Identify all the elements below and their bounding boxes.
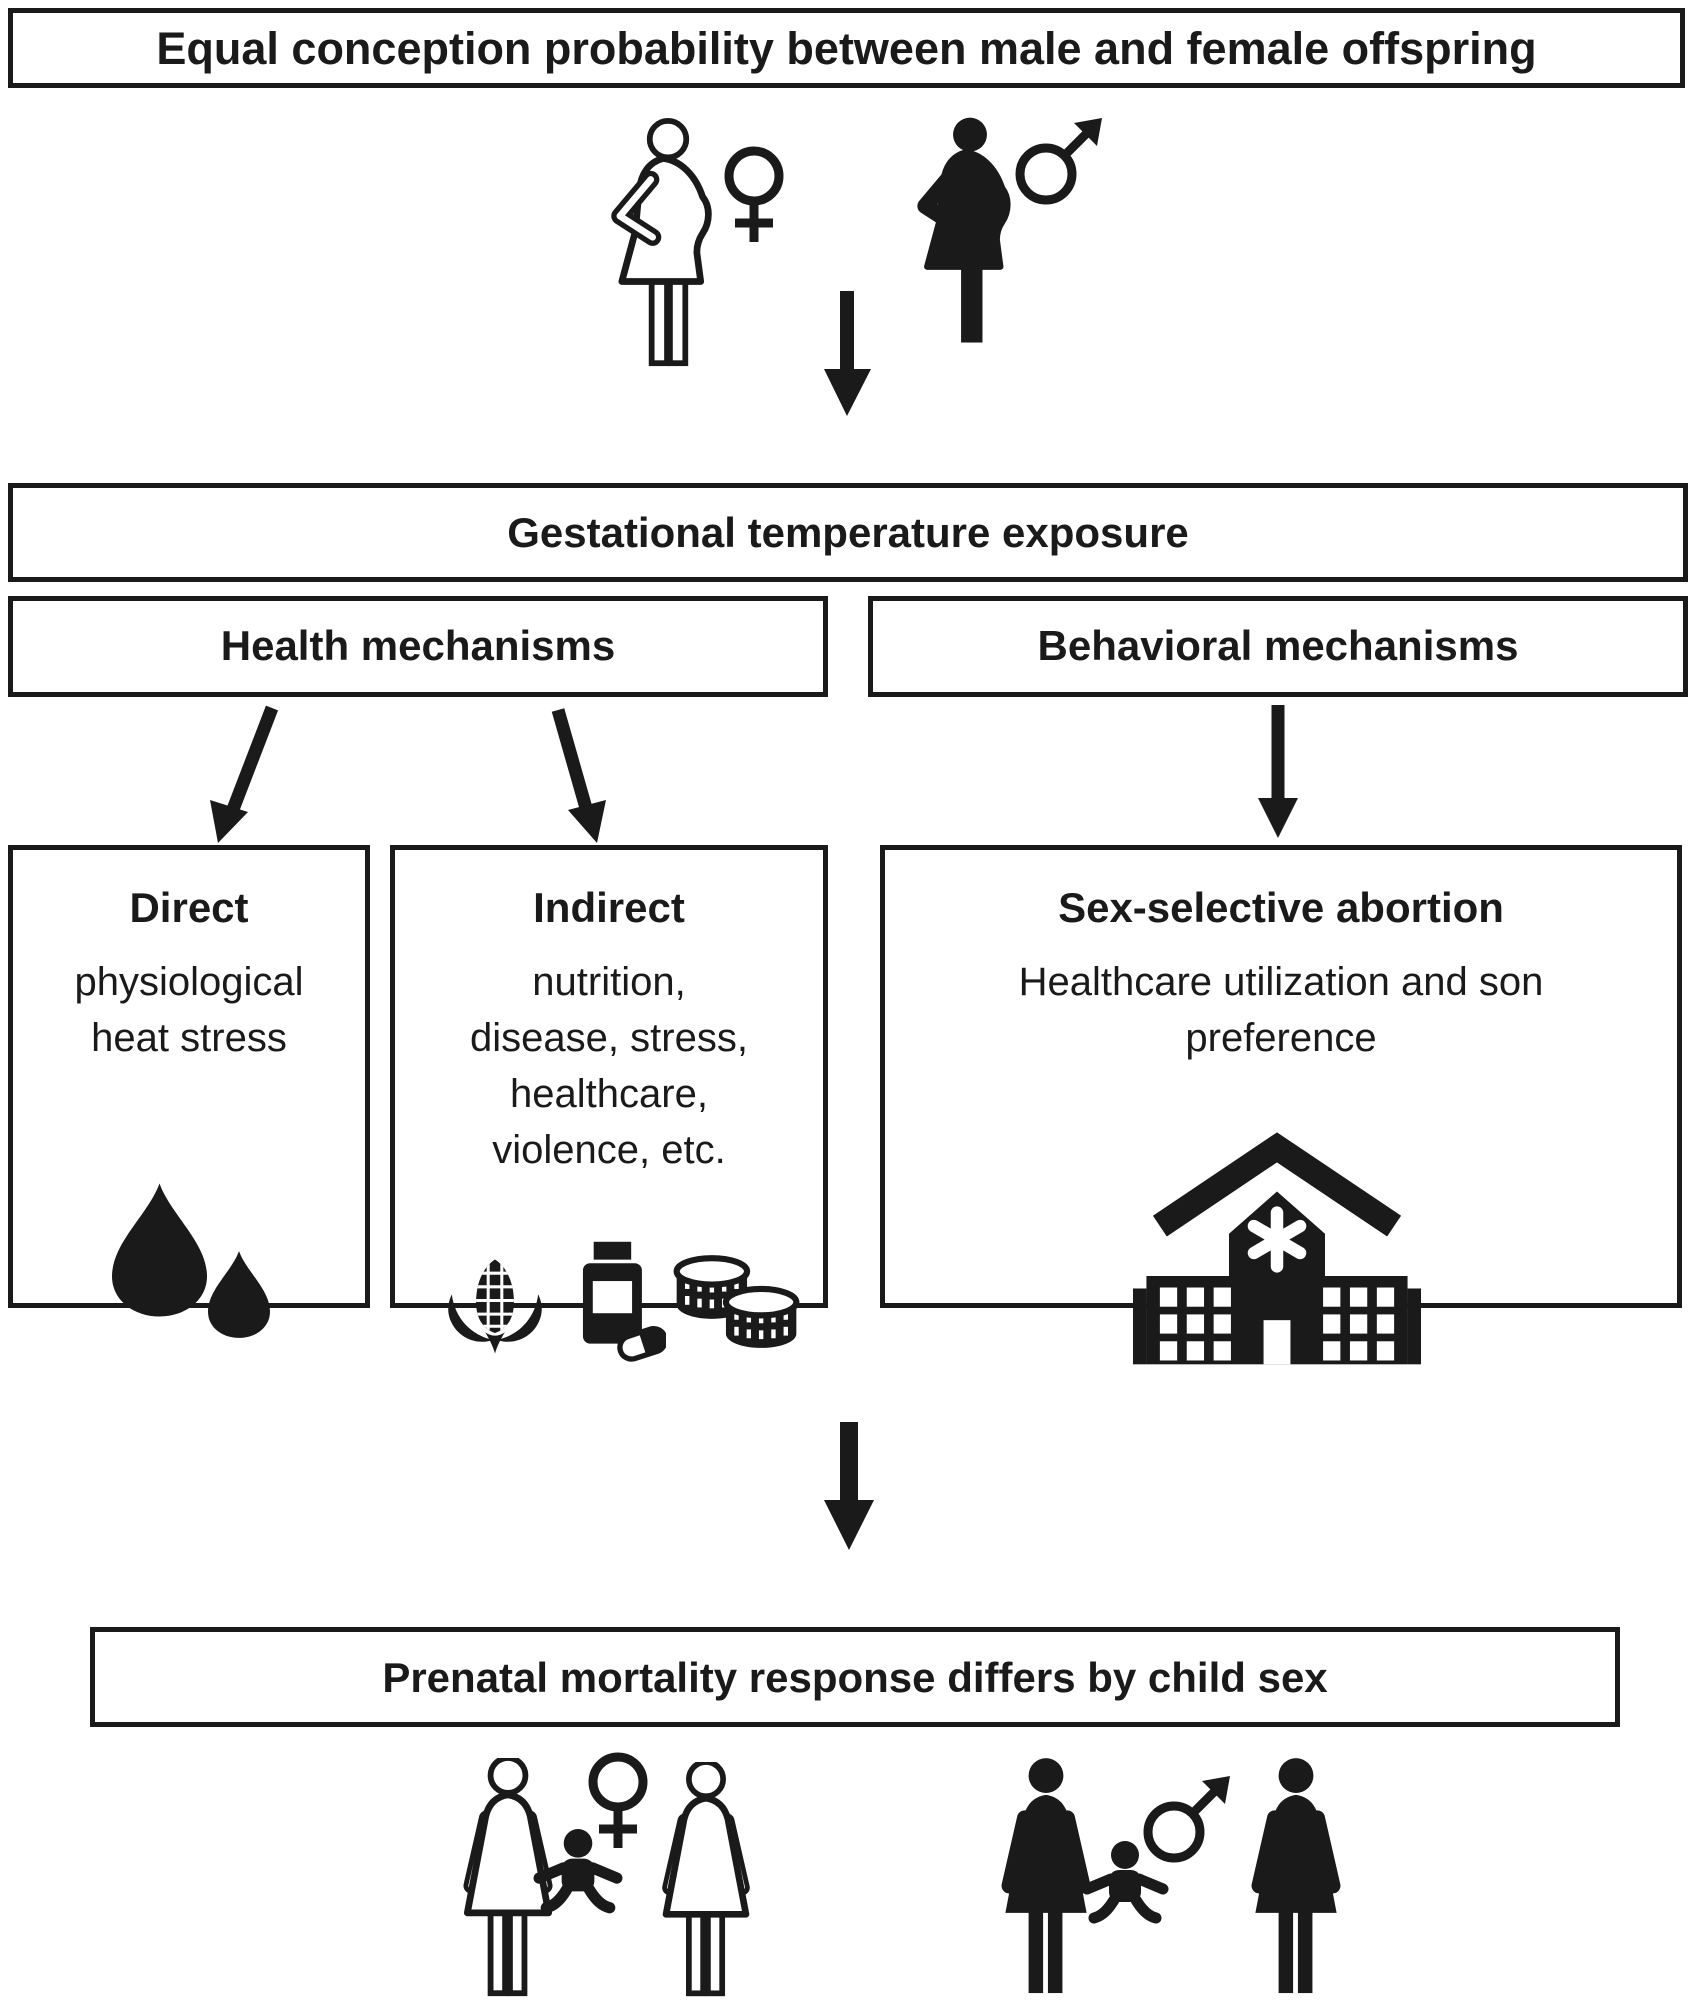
- indirect-line-4: violence, etc.: [492, 1128, 726, 1172]
- abortion-title: Sex-selective abortion: [1058, 884, 1504, 931]
- arrowhead-abortion-icon: [1258, 798, 1298, 838]
- exposure-label: Gestational temperature exposure: [507, 509, 1189, 556]
- indirect-pathway-box: [390, 845, 828, 1308]
- abortion-line-2: preference: [1185, 1016, 1377, 1060]
- behavioral-mechanisms-box: [868, 596, 1688, 697]
- exposure-box: [8, 483, 1688, 582]
- health-mechanisms-box: [8, 596, 828, 697]
- down-arrow-icon: [824, 291, 871, 416]
- outcome-label: Prenatal mortality response differs by child sex: [382, 1654, 1328, 1701]
- arrowhead-direct-icon: [210, 800, 248, 843]
- direct-title: Direct: [129, 884, 249, 931]
- corn-icon: [432, 1255, 558, 1355]
- male-symbol-icon: [1136, 1770, 1236, 1870]
- direct-line-2: heat stress: [91, 1016, 287, 1060]
- down-arrow-icon: [824, 1422, 874, 1550]
- woman-filled-icon: [1238, 1758, 1354, 2000]
- arrow-health-to-direct: [232, 708, 272, 812]
- arrow-health-to-indirect: [558, 710, 586, 808]
- coin-stacks-icon: [664, 1252, 809, 1362]
- female-symbol-icon: [578, 1752, 658, 1862]
- top-banner-box: [8, 8, 1685, 88]
- direct-line-1: physiological: [74, 960, 304, 1004]
- indirect-body: [395, 954, 823, 1178]
- abortion-body: [885, 954, 1677, 1066]
- arrowhead-indirect-icon: [568, 800, 606, 843]
- direct-body: [13, 954, 365, 1066]
- abortion-line-1: Healthcare utilization and son: [1018, 960, 1544, 1004]
- water-drop-large-icon: [112, 1170, 207, 1330]
- medicine-bottle-pill-icon: [566, 1240, 666, 1365]
- indirect-title: Indirect: [533, 884, 685, 931]
- indirect-line-1: nutrition,: [532, 960, 686, 1004]
- water-drop-small-icon: [208, 1242, 270, 1347]
- indirect-line-2: disease, stress,: [470, 1016, 748, 1060]
- indirect-line-3: healthcare,: [510, 1072, 708, 1116]
- outcome-box: [90, 1627, 1620, 1727]
- health-mechanisms-label: Health mechanisms: [220, 622, 616, 669]
- top-banner-label: Equal conception probability between male and female offspring: [156, 23, 1537, 74]
- woman-outline-icon: [648, 1762, 764, 2000]
- hospital-building-icon: [1132, 1132, 1422, 1372]
- female-symbol-icon: [714, 146, 794, 256]
- male-symbol-icon: [1008, 112, 1108, 212]
- behavioral-mechanisms-label: Behavioral mechanisms: [1037, 622, 1519, 669]
